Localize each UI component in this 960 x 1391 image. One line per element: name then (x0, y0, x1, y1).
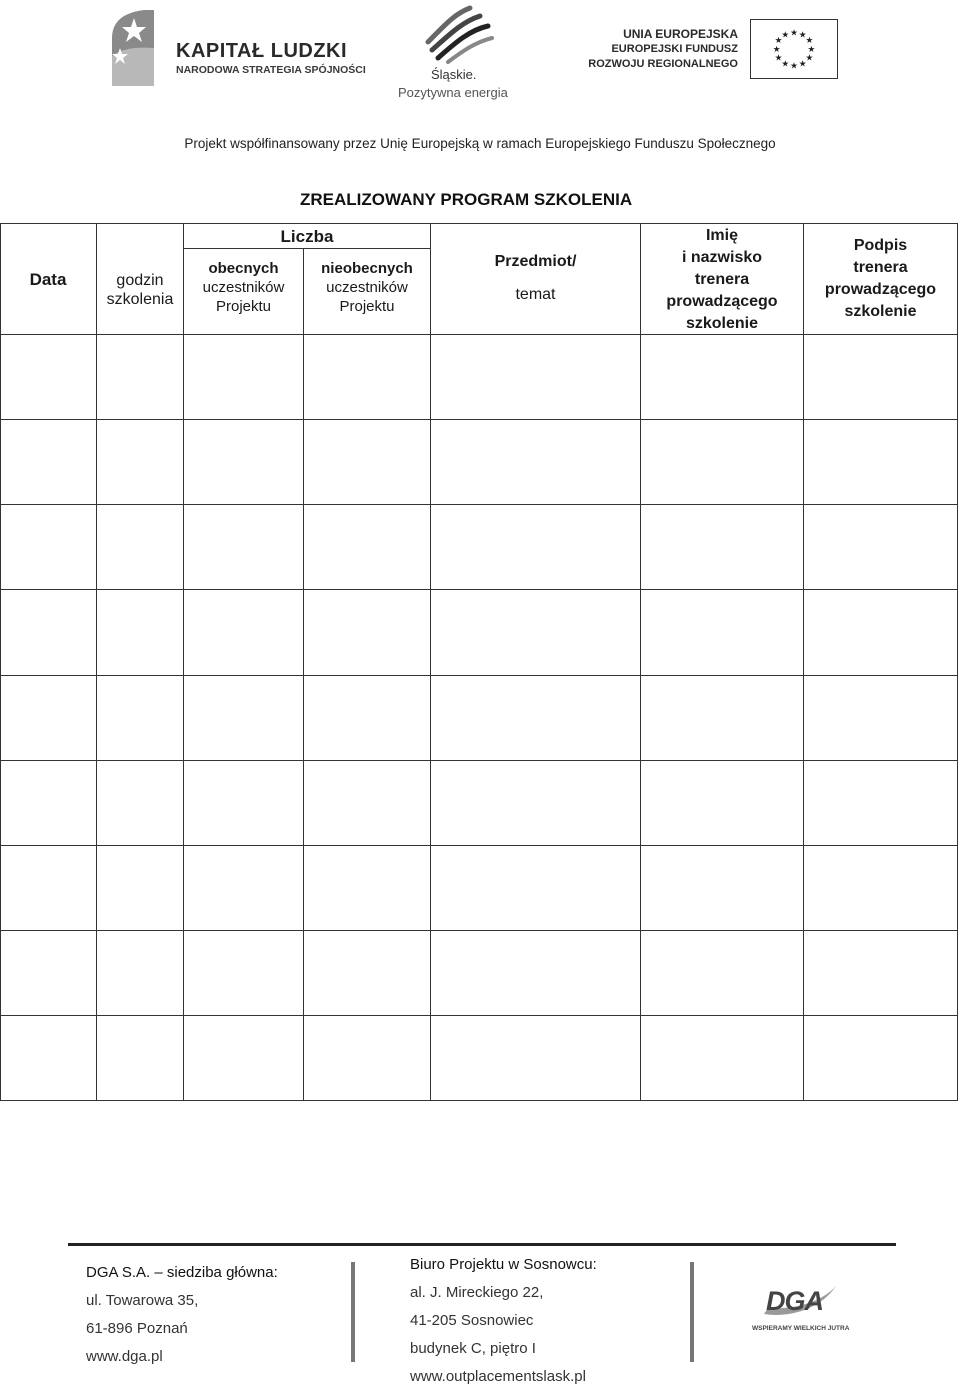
document-title: ZREALIZOWANY PROGRAM SZKOLENIA (300, 190, 633, 209)
col-podpis-line4: szkolenie (844, 303, 917, 320)
slaskie-slogan: Pozytywna energia (398, 85, 508, 100)
svg-text:★: ★ (774, 36, 783, 47)
footer-office-city: 41-205 Sosnowiec (410, 1312, 534, 1329)
table-cell[interactable] (642, 675, 803, 758)
table-cell[interactable] (98, 846, 183, 929)
dga-logo-text: DGA (766, 1286, 823, 1316)
footer-rule (68, 1243, 896, 1246)
table-cell[interactable] (432, 846, 640, 929)
eu-line-1: UNIA EUROPEJSKA (623, 27, 738, 41)
footer-hq (86, 1259, 278, 1371)
table-cell[interactable] (98, 1016, 183, 1099)
svg-text:★: ★ (774, 53, 783, 64)
footer-office-street: al. J. Mireckiego 22, (410, 1284, 544, 1301)
svg-text:★: ★ (798, 59, 807, 70)
table-cell[interactable] (432, 1016, 640, 1099)
table-cell[interactable] (305, 675, 430, 758)
svg-text:★: ★ (790, 28, 798, 39)
table-cell[interactable] (185, 846, 303, 929)
table-cell[interactable] (1, 931, 96, 1014)
footer-hq-www[interactable]: www.dga.pl (86, 1348, 163, 1365)
kapital-ludzki-subtitle: NARODOWA STRATEGIA SPÓJNOŚCI (176, 64, 366, 76)
col-header-podpis (804, 235, 957, 323)
table-cell[interactable] (805, 335, 957, 418)
table-cell[interactable] (98, 505, 183, 588)
col-obecnych-line3: Projektu (215, 298, 272, 315)
table-cell[interactable] (185, 505, 303, 588)
group-liczba-label: Liczba (280, 226, 334, 246)
col-imie-line1: Imię (705, 227, 738, 244)
table-cell[interactable] (642, 335, 803, 418)
table-cell[interactable] (185, 1016, 303, 1099)
col-nieobecnych-line1: nieobecnych (321, 260, 413, 277)
footer-divider-1 (351, 1262, 355, 1362)
table-cell[interactable] (805, 846, 957, 929)
table-cell[interactable] (98, 590, 183, 673)
table-cell[interactable] (805, 1016, 957, 1099)
col-przedmiot-line1: Przedmiot/ (494, 253, 577, 270)
col-imie-line4: prowadzącego (666, 293, 778, 310)
table-cell[interactable] (1, 761, 96, 844)
table-cell[interactable] (805, 420, 957, 503)
table-cell[interactable] (185, 590, 303, 673)
table-cell[interactable] (98, 335, 183, 418)
table-cell[interactable] (185, 335, 303, 418)
svg-text:★: ★ (772, 44, 781, 55)
col-imie-line5: szkolenie (685, 315, 759, 332)
table-cell[interactable] (305, 420, 430, 503)
table-cell[interactable] (642, 420, 803, 503)
table-cell[interactable] (305, 590, 430, 673)
table-cell[interactable] (642, 931, 803, 1014)
table-cell[interactable] (642, 846, 803, 929)
svg-text:★: ★ (798, 30, 807, 41)
table-cell[interactable] (432, 675, 640, 758)
dga-tagline: WSPIERAMY WIELKICH JUTRA (752, 1325, 850, 1332)
footer-office-title: Biuro Projektu w Sosnowcu: (410, 1256, 597, 1273)
svg-text:★: ★ (807, 44, 816, 55)
svg-text:★: ★ (781, 30, 790, 41)
col-header-nieobecnych (304, 259, 430, 316)
table-cell[interactable] (98, 420, 183, 503)
table-cell[interactable] (432, 420, 640, 503)
col-nieobecnych-line2: uczestników (326, 279, 408, 296)
eu-line-2: EUROPEJSKI FUNDUSZ (611, 43, 738, 55)
dga-logo (752, 1280, 850, 1340)
table-cell[interactable] (185, 931, 303, 1014)
col-obecnych-line2: uczestników (202, 279, 285, 296)
table-cell[interactable] (642, 1016, 803, 1099)
table-cell[interactable] (98, 931, 183, 1014)
eu-line-3: ROZWOJU REGIONALNEGO (588, 58, 738, 70)
table-cell[interactable] (805, 761, 957, 844)
col-podpis-line2: trenera (853, 259, 908, 276)
footer-hq-title: DGA S.A. – siedziba główna: (86, 1264, 278, 1281)
table-cell[interactable] (805, 931, 957, 1014)
footer-office-building: budynek C, piętro I (410, 1340, 536, 1357)
col-header-obecnych (184, 259, 303, 316)
table-cell[interactable] (1, 590, 96, 673)
group-header-liczba (184, 224, 430, 248)
table-cell[interactable] (1, 1016, 96, 1099)
table-cell[interactable] (305, 931, 430, 1014)
table-cell[interactable] (98, 675, 183, 758)
table-cell[interactable] (432, 335, 640, 418)
col-godzin-line2: szkolenia (106, 291, 174, 308)
svg-text:★: ★ (805, 53, 814, 64)
table-cell[interactable] (305, 505, 430, 588)
kapital-ludzki-title: KAPITAŁ LUDZKI (176, 40, 348, 62)
table-cell[interactable] (805, 590, 957, 673)
col-data-label: Data (29, 269, 67, 289)
svg-text:★: ★ (805, 36, 814, 47)
col-obecnych-line1: obecnych (208, 260, 279, 277)
table-cell[interactable] (642, 590, 803, 673)
table-cell[interactable] (432, 761, 640, 844)
table-cell[interactable] (805, 675, 957, 758)
col-imie-line2: i nazwisko (681, 249, 763, 266)
slaskie-name: Śląskie. (431, 67, 477, 82)
table-cell[interactable] (185, 675, 303, 758)
col-imie-line3: trenera (694, 271, 750, 288)
svg-text:★: ★ (790, 61, 798, 72)
table-cell[interactable] (432, 931, 640, 1014)
col-podpis-line3: prowadzącego (824, 281, 937, 298)
table-cell[interactable] (432, 590, 640, 673)
col-header-data (0, 224, 96, 334)
table-cell[interactable] (642, 761, 803, 844)
table-cell[interactable] (805, 505, 957, 588)
col-godzin-line1: godzin (116, 272, 164, 289)
table-cell[interactable] (305, 761, 430, 844)
col-header-przedmiot (431, 252, 640, 304)
table-cell[interactable] (1, 846, 96, 929)
col-nieobecnych-line3: Projektu (339, 298, 395, 315)
cofinance-statement: Projekt współfinansowany przez Unię Europejską w ramach Europejskiego Funduszu Społecznego (184, 136, 776, 151)
svg-text:★: ★ (781, 59, 790, 70)
table-cell[interactable] (305, 846, 430, 929)
col-przedmiot-line2: temat (515, 286, 556, 303)
footer-hq-street: ul. Towarowa 35, (86, 1292, 199, 1309)
table-cell[interactable] (432, 505, 640, 588)
table-cell[interactable] (305, 1016, 430, 1099)
footer-office (410, 1251, 597, 1391)
footer-hq-city: 61-896 Poznań (86, 1320, 188, 1337)
footer-divider-2 (690, 1262, 694, 1362)
table-cell[interactable] (1, 335, 96, 418)
table-cell[interactable] (185, 761, 303, 844)
table-cell[interactable] (1, 675, 96, 758)
footer-office-www[interactable]: www.outplacementslask.pl (410, 1368, 586, 1385)
table-cell[interactable] (305, 335, 430, 418)
table-cell[interactable] (1, 420, 96, 503)
table-cell[interactable] (642, 505, 803, 588)
table-cell[interactable] (98, 761, 183, 844)
table-cell[interactable] (185, 420, 303, 503)
col-podpis-line1: Podpis (853, 237, 908, 254)
col-header-imie (641, 225, 803, 335)
table-cell[interactable] (1, 505, 96, 588)
